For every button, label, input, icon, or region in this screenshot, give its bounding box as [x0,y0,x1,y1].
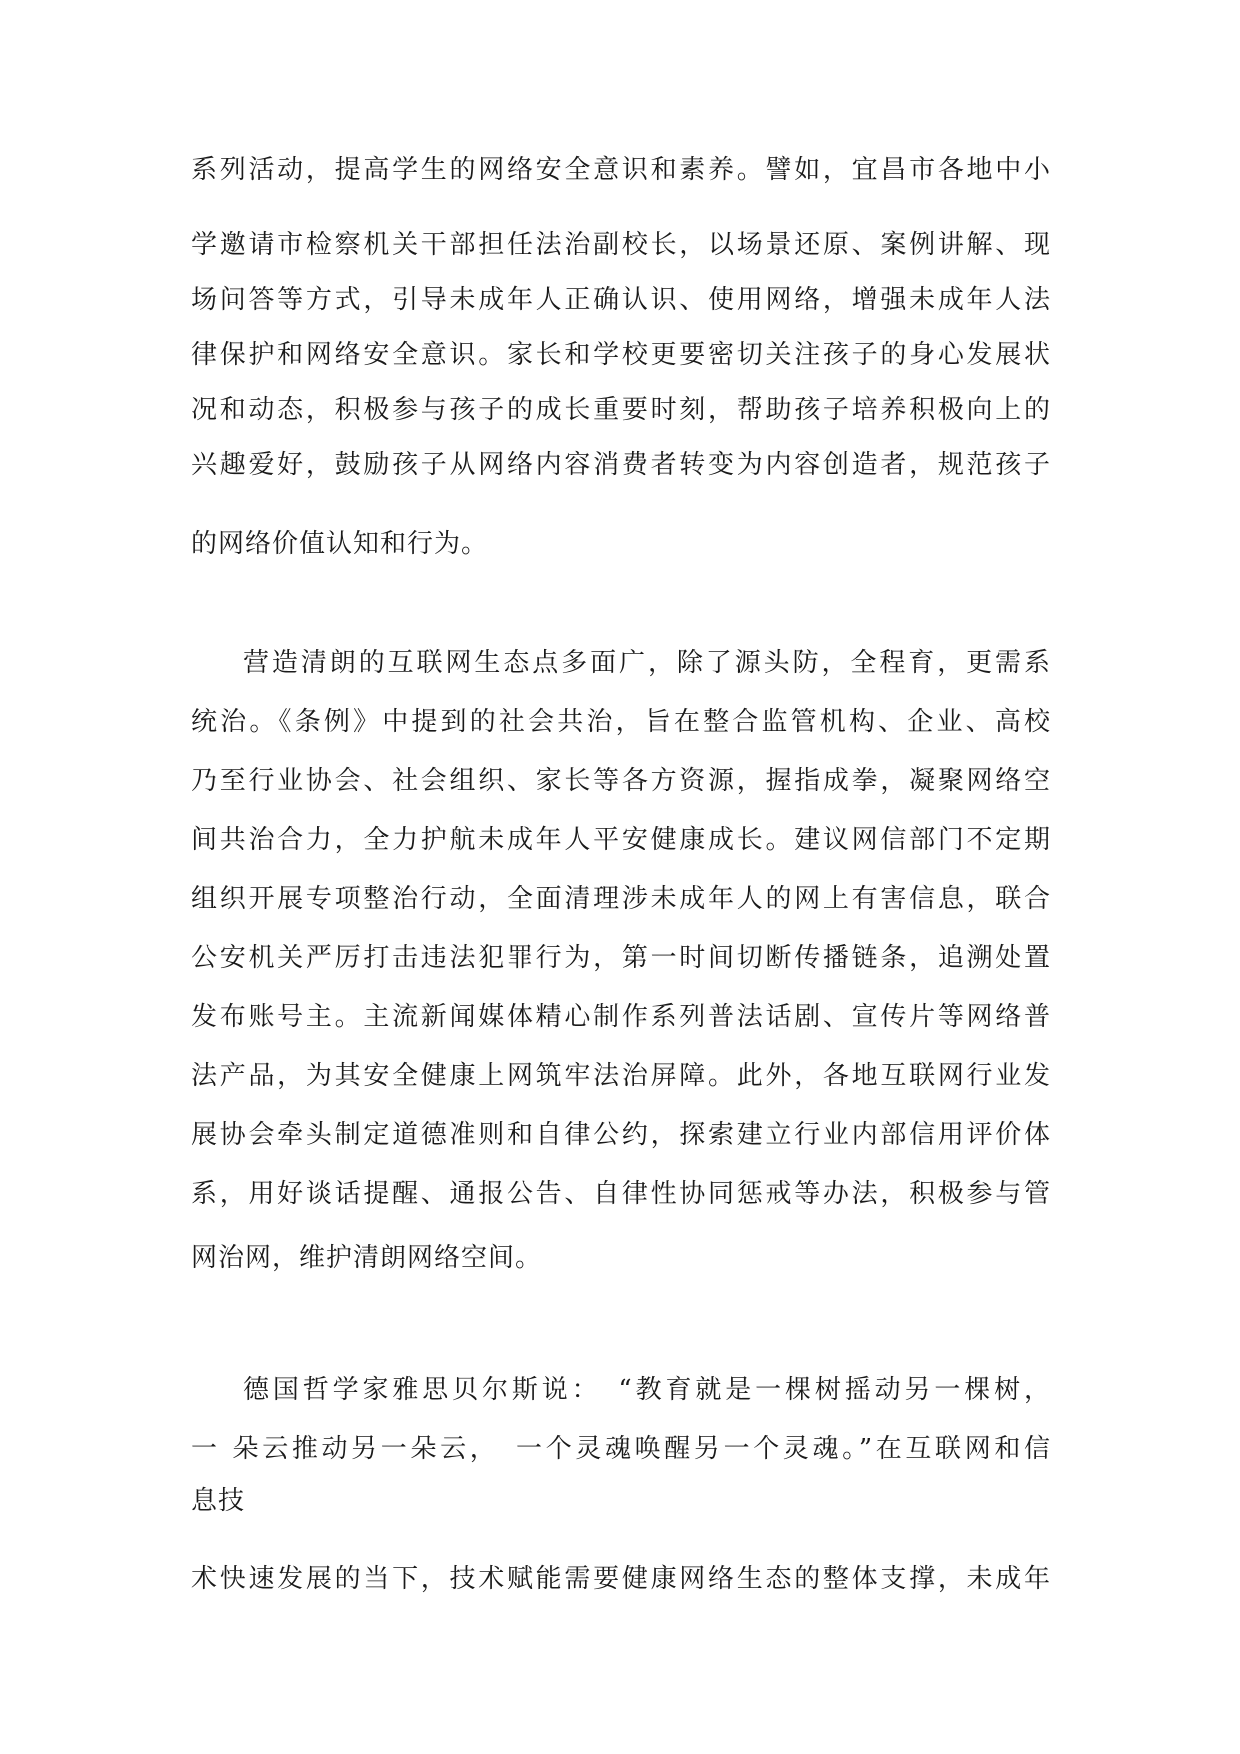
text-line: 展协会牵头制定道德准则和自律公约，探索建立行业内部信用评价体 [191,1120,1051,1150]
text-line: 统治。《条例》中提到的社会共治，旨在整合监管机构、企业、高校 [191,707,1051,737]
text-line: 术快速发展的当下，技术赋能需要健康网络生态的整体支撑，未成年 [191,1564,1051,1594]
text-line: 系列活动，提高学生的网络安全意识和素养。譬如，宜昌市各地中小 [191,155,1051,185]
text-line: 息技 [191,1486,246,1516]
text-line: 的网络价值认知和行为。 [191,529,489,559]
text-line: 律保护和网络安全意识。家长和学校更要密切关注孩子的身心发展状 [191,340,1051,370]
text-line: 发布账号主。主流新闻媒体精心制作系列普法话剧、宣传片等网络普 [191,1002,1051,1032]
text-line: 系，用好谈话提醒、通报公告、自律性协同惩戒等办法，积极参与管 [191,1179,1051,1209]
text-line: 兴趣爱好，鼓励孩子从网络内容消费者转变为内容创造者，规范孩子 [191,450,1051,480]
text-line: 网治网，维护清朗网络空间。 [191,1243,543,1273]
text-line: 间共治合力，全力护航未成年人平安健康成长。建议网信部门不定期 [191,825,1051,855]
text-line: 学邀请市检察机关干部担任法治副校长，以场景还原、案例讲解、现 [191,230,1051,260]
text-line: 场问答等方式，引导未成年人正确认识、使用网络，增强未成年人法 [191,285,1051,315]
text-line: 一 朵云推动另一朵云， 一个灵魂唤醒另一个灵魂。”在互联网和信 [191,1434,1051,1464]
text-line: 况和动态，积极参与孩子的成长重要时刻，帮助孩子培养积极向上的 [191,395,1051,425]
text-line: 德国哲学家雅思贝尔斯说： “教育就是一棵树摇动另一棵树， [243,1375,1051,1405]
text-line: 营造清朗的互联网生态点多面广，除了源头防，全程育，更需系 [243,648,1051,678]
text-line: 法产品，为其安全健康上网筑牢法治屏障。此外，各地互联网行业发 [191,1061,1051,1091]
text-line: 乃至行业协会、社会组织、家长等各方资源，握指成拳，凝聚网络空 [191,766,1051,796]
text-line: 公安机关严厉打击违法犯罪行为，第一时间切断传播链条，追溯处置 [191,943,1051,973]
text-line: 组织开展专项整治行动，全面清理涉未成年人的网上有害信息，联合 [191,884,1051,914]
